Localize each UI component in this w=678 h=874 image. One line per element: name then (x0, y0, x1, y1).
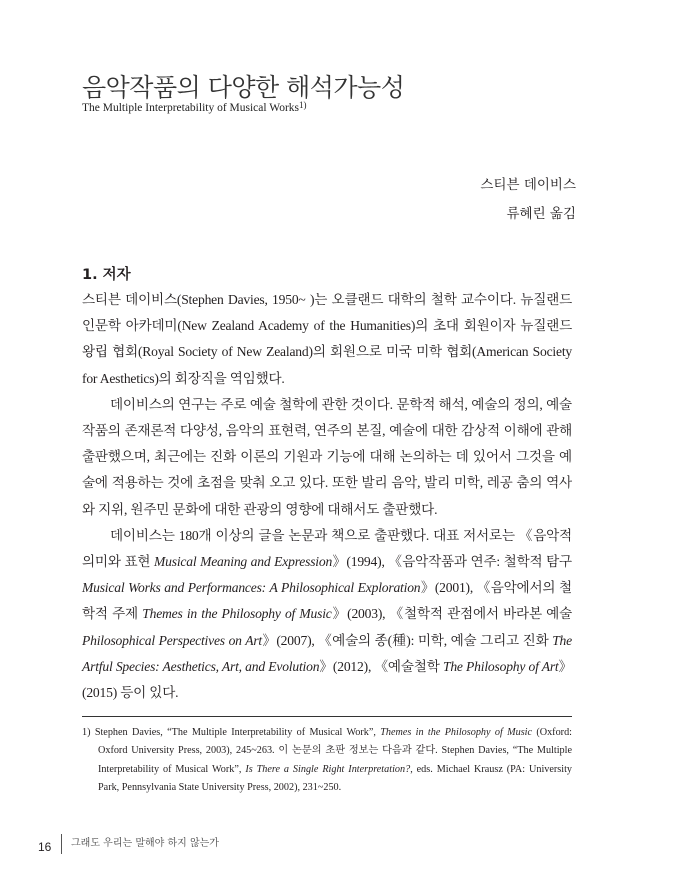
text-run: 》(2012), 《예술철학 (319, 658, 443, 674)
subtitle-text: The Multiple Interpretability of Musical Works (82, 102, 299, 114)
text-run: 》(2001), 《음악에서의 철학적 주제 (82, 580, 572, 622)
text-run: 》(2003), 《철학적 관점에서 바라본 예술 (331, 606, 573, 622)
book-title: Themes in the Philosophy of Music (142, 606, 332, 622)
page-title: 음악작품의 다양한 해석가능성 (82, 73, 405, 102)
book-title: Philosophical Perspectives on Art (82, 632, 262, 648)
footnote-book-title: Themes in the Philosophy of Music (380, 727, 533, 738)
footnote-text: , eds. Michael Krausz (PA: University Park, Pennsylvania State University Press, 2002), 231~250. (98, 763, 572, 794)
text-run: 》(2007), 《예술의 종(種): 미학, 예술 그리고 진화 (261, 632, 553, 648)
footnote (82, 724, 572, 798)
book-title: The Philosophy of Art (442, 658, 559, 674)
byline (480, 171, 576, 229)
paragraph-1: 스티븐 데이비스(Stephen Davies, 1950~ )는 오클랜드 대학의 철학 교수이다. 뉴질랜드 인문학 아카데미(New Zealand Academy of the Humanities)의 초대 회원이자 뉴질랜드 왕립 협회(Royal Society of New Zealand)의 회원으로 미국 미학 협회(American Society for Aesthetics)의 회장직을 역임했다. (82, 292, 572, 386)
author-name: 스티븐 데이비스 (480, 177, 576, 193)
book-title: Musical Meaning and Expression (154, 554, 333, 570)
book-title: The Artful Species: Aesthetics, Art, and Evolution (82, 632, 572, 674)
paragraph-2: 데이비스의 연구는 주로 예술 철학에 관한 것이다. 문학적 해석, 예술의 정의, 예술작품의 존재론적 다양성, 음악의 표현력, 연주의 본질, 예술에 대한 감상적 이해에 관해 출판했으며, 최근에는 진화 이론의 기원과 기능에 대해 논의하는 데 있어서 그것을 예술에 적용하는 것에 초점을 맞춰 오고 있다. 또한 발리 음악, 발리 미학, 레공 춤의 역사와 지위, 원주민 문화에 대한 관광의 영향에 대해서도 출판했다. (82, 396, 572, 517)
footnote-text: (Oxford: Oxford University Press, 2003), 245~263. 이 논문의 초판 정보는 다음과 같다. Stephen Davies, “The Multiple Interpretability of Musical Work”, (98, 727, 572, 775)
running-title: 그래도 우리는 말해야 하지 않는가 (61, 834, 219, 854)
section-heading: 1. 저자 (82, 267, 131, 283)
book-title: Musical Works and Performances: A Philosophical Exploration (82, 580, 421, 596)
translator-name: 류혜린 옮김 (506, 206, 576, 222)
text-run: 》(1994), 《음악작품과 연주: 철학적 탐구 (332, 554, 572, 570)
page-number: 16 (38, 840, 52, 854)
text-run: 》(2015) 등이 있다. (82, 658, 573, 701)
footnote-divider (82, 716, 572, 717)
footnote-text: 1) Stephen Davies, “The Multiple Interpretability of Musical Work”, (82, 727, 381, 738)
footnote-reference: 1) (299, 100, 307, 110)
body-text (82, 287, 572, 706)
text-run: 데이비스는 180개 이상의 글을 논문과 책으로 출판했다. 대표 저서로는 《음악적 의미와 표현 (82, 527, 572, 570)
english-subtitle (82, 102, 307, 114)
paragraph-3 (82, 523, 572, 706)
footnote-book-title: Is There a Single Right Interpretation? (245, 763, 411, 775)
